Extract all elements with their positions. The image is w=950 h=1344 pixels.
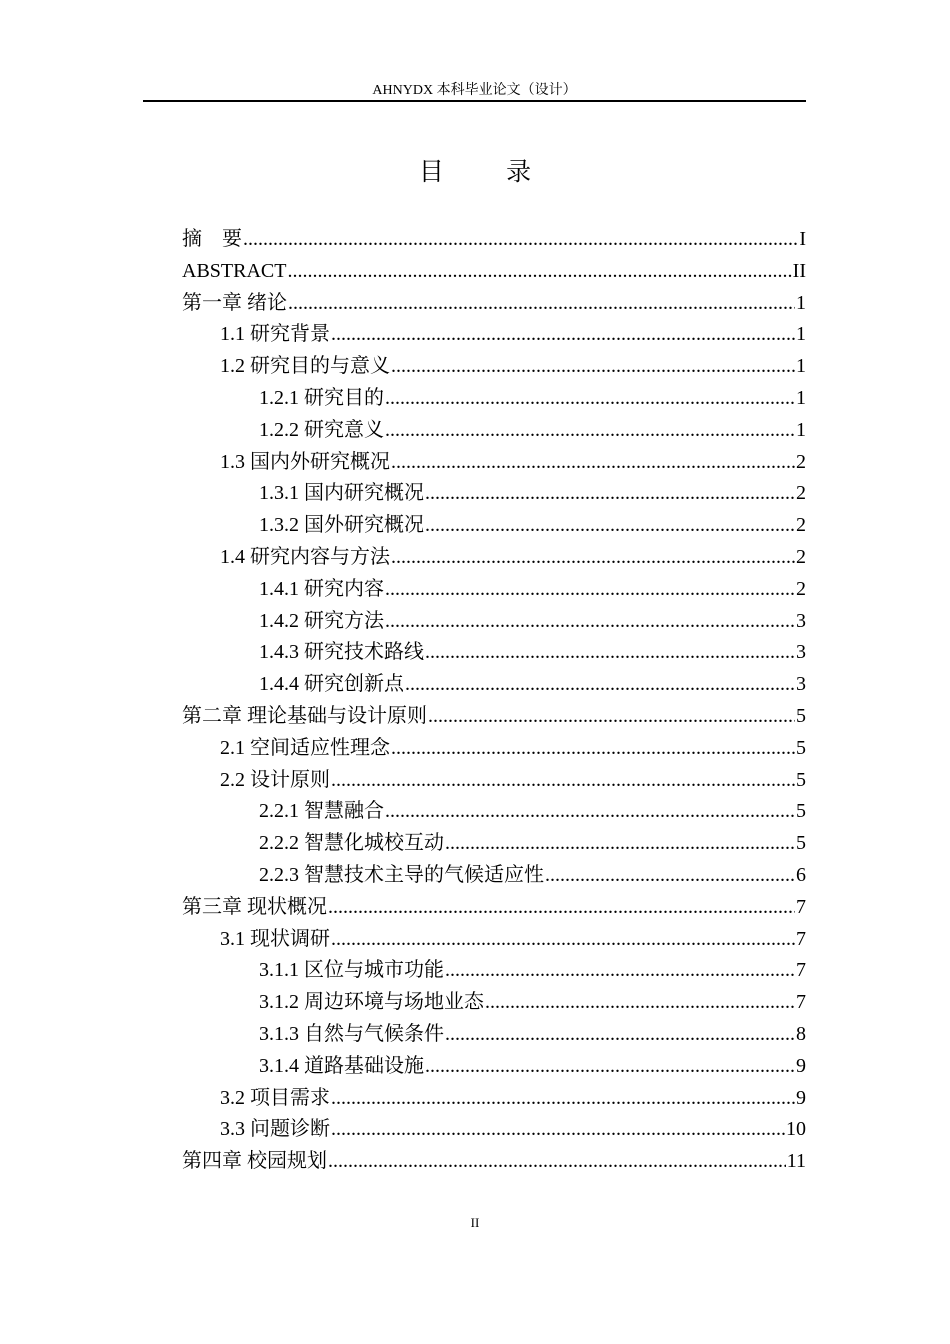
toc-entry[interactable] <box>182 860 806 892</box>
toc-entry-title: 2.2.3 智慧技术主导的气候适应性 <box>259 863 544 886</box>
toc-entry-title: 1.2.2 研究意义 <box>259 418 384 441</box>
toc-entry-page: II <box>792 259 806 282</box>
toc-entry[interactable] <box>182 987 806 1019</box>
toc-entry-title: 3.3 问题诊断 <box>220 1118 330 1141</box>
toc-entry[interactable] <box>182 701 806 733</box>
page-title: 目 录 <box>418 159 560 186</box>
toc-leader-dots <box>428 701 795 733</box>
toc-leader-dots <box>545 860 795 892</box>
toc-entry-page: 7 <box>796 895 806 918</box>
toc-leader-dots <box>328 1146 786 1178</box>
toc-leader-dots <box>485 987 795 1019</box>
toc-entry-title: 摘 要 <box>182 228 242 250</box>
toc-leader-dots <box>445 828 795 860</box>
toc-entry-title: 1.4.4 研究创新点 <box>259 673 404 696</box>
toc-entry-page: 11 <box>786 1150 806 1173</box>
toc-entry[interactable] <box>182 828 806 860</box>
toc-entry[interactable] <box>182 574 806 606</box>
toc-entry[interactable] <box>182 510 806 542</box>
toc-entry-title: 1.1 研究背景 <box>220 323 330 346</box>
toc-entry[interactable] <box>182 892 806 924</box>
page-number: II <box>470 1215 480 1230</box>
toc-entry[interactable] <box>182 383 806 415</box>
toc-entry-title: 3.1.3 自然与气候条件 <box>259 1022 444 1045</box>
toc-entry-title: 2.2.2 智慧化城校互动 <box>259 832 444 855</box>
toc-entry[interactable] <box>182 1019 806 1051</box>
toc-entry-page: 7 <box>796 927 806 950</box>
toc-entry[interactable] <box>182 924 806 956</box>
toc-entry[interactable] <box>182 796 806 828</box>
toc-entry-title: 3.1 现状调研 <box>220 927 330 950</box>
toc-entry[interactable] <box>182 1146 806 1178</box>
toc-entry[interactable] <box>182 955 806 987</box>
toc-entry-title: 1.4.3 研究技术路线 <box>259 641 424 664</box>
toc-entry-title: 1.4.1 研究内容 <box>259 577 384 600</box>
toc-entry-page: 2 <box>796 482 806 505</box>
toc-entry-page: 3 <box>796 609 806 632</box>
toc-entry[interactable] <box>182 637 806 669</box>
toc-leader-dots <box>391 447 795 479</box>
toc-entry-page: 5 <box>796 800 806 823</box>
toc-entry-page: 2 <box>796 577 806 600</box>
toc-entry-page: 6 <box>796 863 806 886</box>
toc-entry[interactable] <box>182 224 806 256</box>
toc-entry-page: 5 <box>796 736 806 759</box>
toc-leader-dots <box>391 733 795 765</box>
toc-entry-title: 1.3.2 国外研究概况 <box>259 514 424 537</box>
toc-entry-page: 9 <box>796 1054 806 1077</box>
toc-entry[interactable] <box>182 733 806 765</box>
toc-leader-dots <box>445 1019 795 1051</box>
toc-entry-page: 3 <box>796 641 806 664</box>
toc-entry-title: ABSTRACT <box>182 259 287 282</box>
toc-entry-page: 1 <box>796 323 806 346</box>
toc-entry-page: 9 <box>796 1086 806 1109</box>
toc-entry-title: 3.1.2 周边环境与场地业态 <box>259 991 484 1014</box>
toc-entry-title: 2.2.1 智慧融合 <box>259 800 384 823</box>
toc-entry-page: 1 <box>796 291 806 314</box>
toc-leader-dots <box>405 669 795 701</box>
toc-entry-title: 3.1.1 区位与城市功能 <box>259 959 444 982</box>
toc-entry-page: 5 <box>796 832 806 855</box>
toc-leader-dots <box>425 478 795 510</box>
toc-entry-title: 3.2 项目需求 <box>220 1086 330 1109</box>
toc-leader-dots <box>385 606 795 638</box>
toc-leader-dots <box>425 1051 795 1083</box>
toc-entry[interactable] <box>182 478 806 510</box>
toc-leader-dots <box>288 288 795 320</box>
toc-entry-page: 7 <box>796 959 806 982</box>
toc-entry[interactable] <box>182 542 806 574</box>
header-rule <box>143 100 806 102</box>
toc-leader-dots <box>243 224 798 256</box>
toc-entry-title: 1.3.1 国内研究概况 <box>259 482 424 505</box>
toc-entry-page: 8 <box>796 1022 806 1045</box>
toc-leader-dots <box>385 574 795 606</box>
toc-leader-dots <box>328 892 795 924</box>
toc-leader-dots <box>331 924 795 956</box>
toc-entry-page: 3 <box>796 673 806 696</box>
toc-entry-page: 10 <box>786 1118 806 1141</box>
toc-entry[interactable] <box>182 1114 806 1146</box>
toc-leader-dots <box>331 319 795 351</box>
toc-entry-title: 3.1.4 道路基础设施 <box>259 1054 424 1077</box>
toc-entry[interactable] <box>182 1051 806 1083</box>
toc-entry-page: 1 <box>796 355 806 378</box>
toc-entry-page: 2 <box>796 545 806 568</box>
toc-leader-dots <box>331 1083 795 1115</box>
toc-entry-page: I <box>799 228 806 250</box>
toc-entry-title: 1.4.2 研究方法 <box>259 609 384 632</box>
toc-entry-page: 2 <box>796 450 806 473</box>
toc-entry-title: 1.2.1 研究目的 <box>259 386 384 409</box>
toc-entry-title: 1.2 研究目的与意义 <box>220 355 390 378</box>
toc-entry[interactable] <box>182 351 806 383</box>
toc-entry[interactable] <box>182 288 806 320</box>
toc-entry-title: 2.2 设计原则 <box>220 768 330 791</box>
toc-entry[interactable] <box>182 447 806 479</box>
toc-leader-dots <box>391 542 795 574</box>
toc-leader-dots <box>331 765 795 797</box>
toc-entry-title: 第一章 绪论 <box>182 291 287 314</box>
toc-leader-dots <box>385 796 795 828</box>
toc-entry-title: 第四章 校园规划 <box>182 1150 327 1173</box>
toc-leader-dots <box>287 256 791 288</box>
toc-leader-dots <box>385 383 795 415</box>
toc-entry-page: 5 <box>796 768 806 791</box>
page-header: AHNYDX 本科毕业论文（设计） <box>372 83 577 98</box>
table-of-contents <box>182 224 806 1178</box>
toc-entry[interactable] <box>182 415 806 447</box>
toc-entry-page: 1 <box>796 386 806 409</box>
toc-entry[interactable] <box>182 1083 806 1115</box>
toc-entry-title: 第三章 现状概况 <box>182 895 327 918</box>
toc-entry[interactable] <box>182 256 806 288</box>
toc-entry-title: 1.3 国内外研究概况 <box>220 450 390 473</box>
toc-leader-dots <box>425 637 795 669</box>
toc-leader-dots <box>445 955 795 987</box>
toc-leader-dots <box>391 351 795 383</box>
toc-leader-dots <box>331 1114 785 1146</box>
toc-entry-title: 第二章 理论基础与设计原则 <box>182 704 427 727</box>
toc-entry-page: 1 <box>796 418 806 441</box>
toc-entry[interactable] <box>182 606 806 638</box>
toc-entry-title: 1.4 研究内容与方法 <box>220 545 390 568</box>
toc-leader-dots <box>425 510 795 542</box>
toc-leader-dots <box>385 415 795 447</box>
toc-entry[interactable] <box>182 669 806 701</box>
toc-entry-title: 2.1 空间适应性理念 <box>220 736 390 759</box>
toc-entry-page: 7 <box>796 991 806 1014</box>
toc-entry-page: 2 <box>796 514 806 537</box>
toc-entry[interactable] <box>182 319 806 351</box>
toc-entry[interactable] <box>182 765 806 797</box>
toc-entry-page: 5 <box>796 704 806 727</box>
